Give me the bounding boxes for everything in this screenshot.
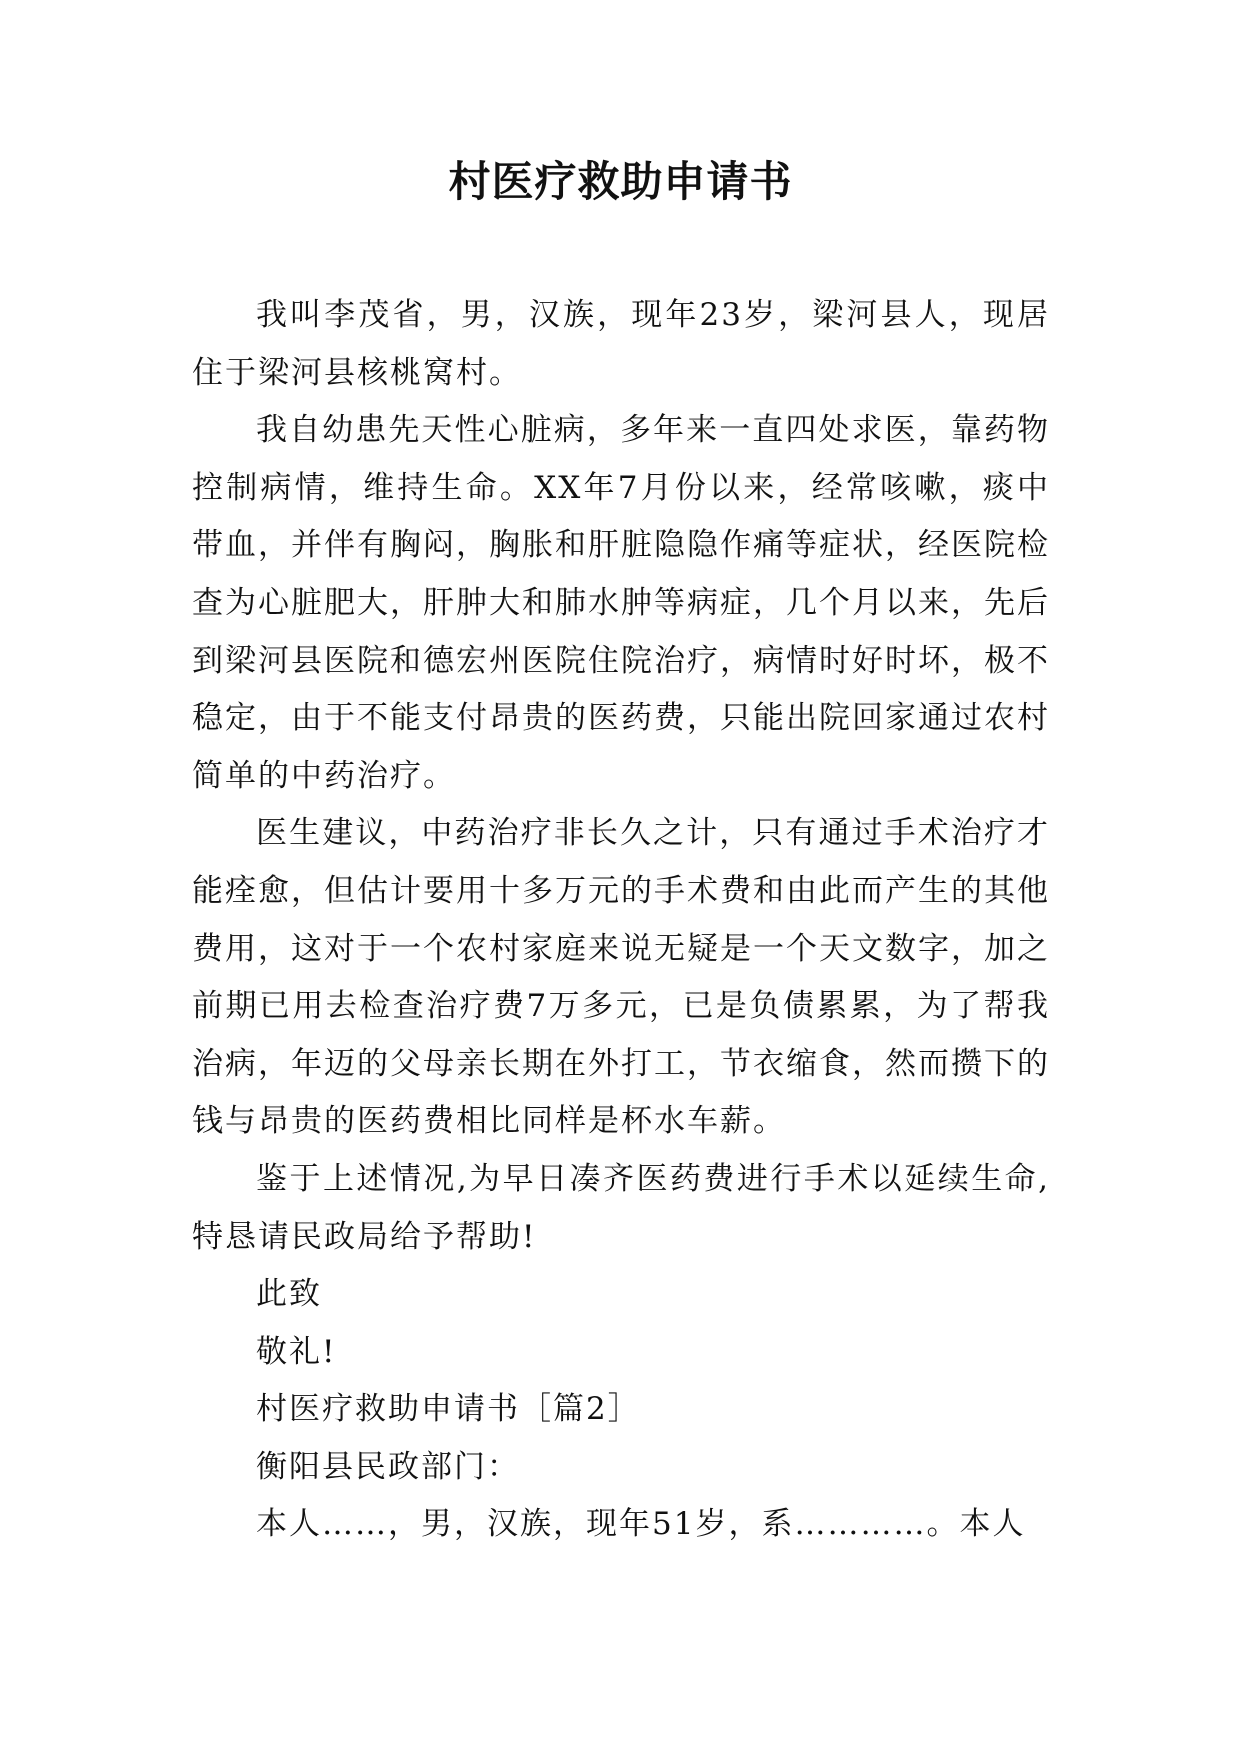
closing-regards: 敬礼!	[256, 1333, 337, 1370]
addressee: 衡阳县民政部门：	[256, 1448, 520, 1485]
paragraph-illness: 我自幼患先天性心脏病，多年来一直四处求医，靠药物控制病情，维持生命。XX年7月份以来，经常咳嗽，痰中带血，并伴有胸闷，胸胀和肝脏隐隐作痛等症状，经医院检查为心脏肥大，肝肿大和肺水肿等病症，几个月以来，先后到梁河县医院和德宏州医院住院治疗，病情时好时坏，极不稳定，由于不能支付昂贵的医药费，只能出院回家通过农村简单的中药治疗。	[192, 412, 1050, 794]
paragraph-doctor-advice: 医生建议，中药治疗非长久之计，只有通过手术治疗才能痊愈，但估计要用十多万元的手术费和由此而产生的其他费用，这对于一个农村家庭来说无疑是一个天文数字，加之前期已用去检查治疗费7万多元，已是负债累累，为了帮我治病，年迈的父母亲长期在外打工，节衣缩食，然而攒下的钱与昂贵的医药费相比同样是杯水车薪。	[192, 815, 1050, 1140]
section-heading: 村医疗救助申请书［篇2］	[256, 1391, 641, 1428]
document-title: 村医疗救助申请书	[448, 157, 793, 206]
document-body	[192, 287, 1050, 1554]
paragraph-continuation: 本人……，男，汉族，现年51岁，系…………。本人	[256, 1506, 1026, 1543]
paragraph-request: 鉴于上述情况,为早日凑齐医药费进行手术以延续生命,特恳请民政局给予帮助!	[192, 1160, 1050, 1255]
paragraph-intro: 我叫李茂省，男，汉族，现年23岁，梁河县人，现居住于梁河县核桃窝村。	[192, 297, 1050, 391]
closing-salutation: 此致	[256, 1276, 322, 1313]
